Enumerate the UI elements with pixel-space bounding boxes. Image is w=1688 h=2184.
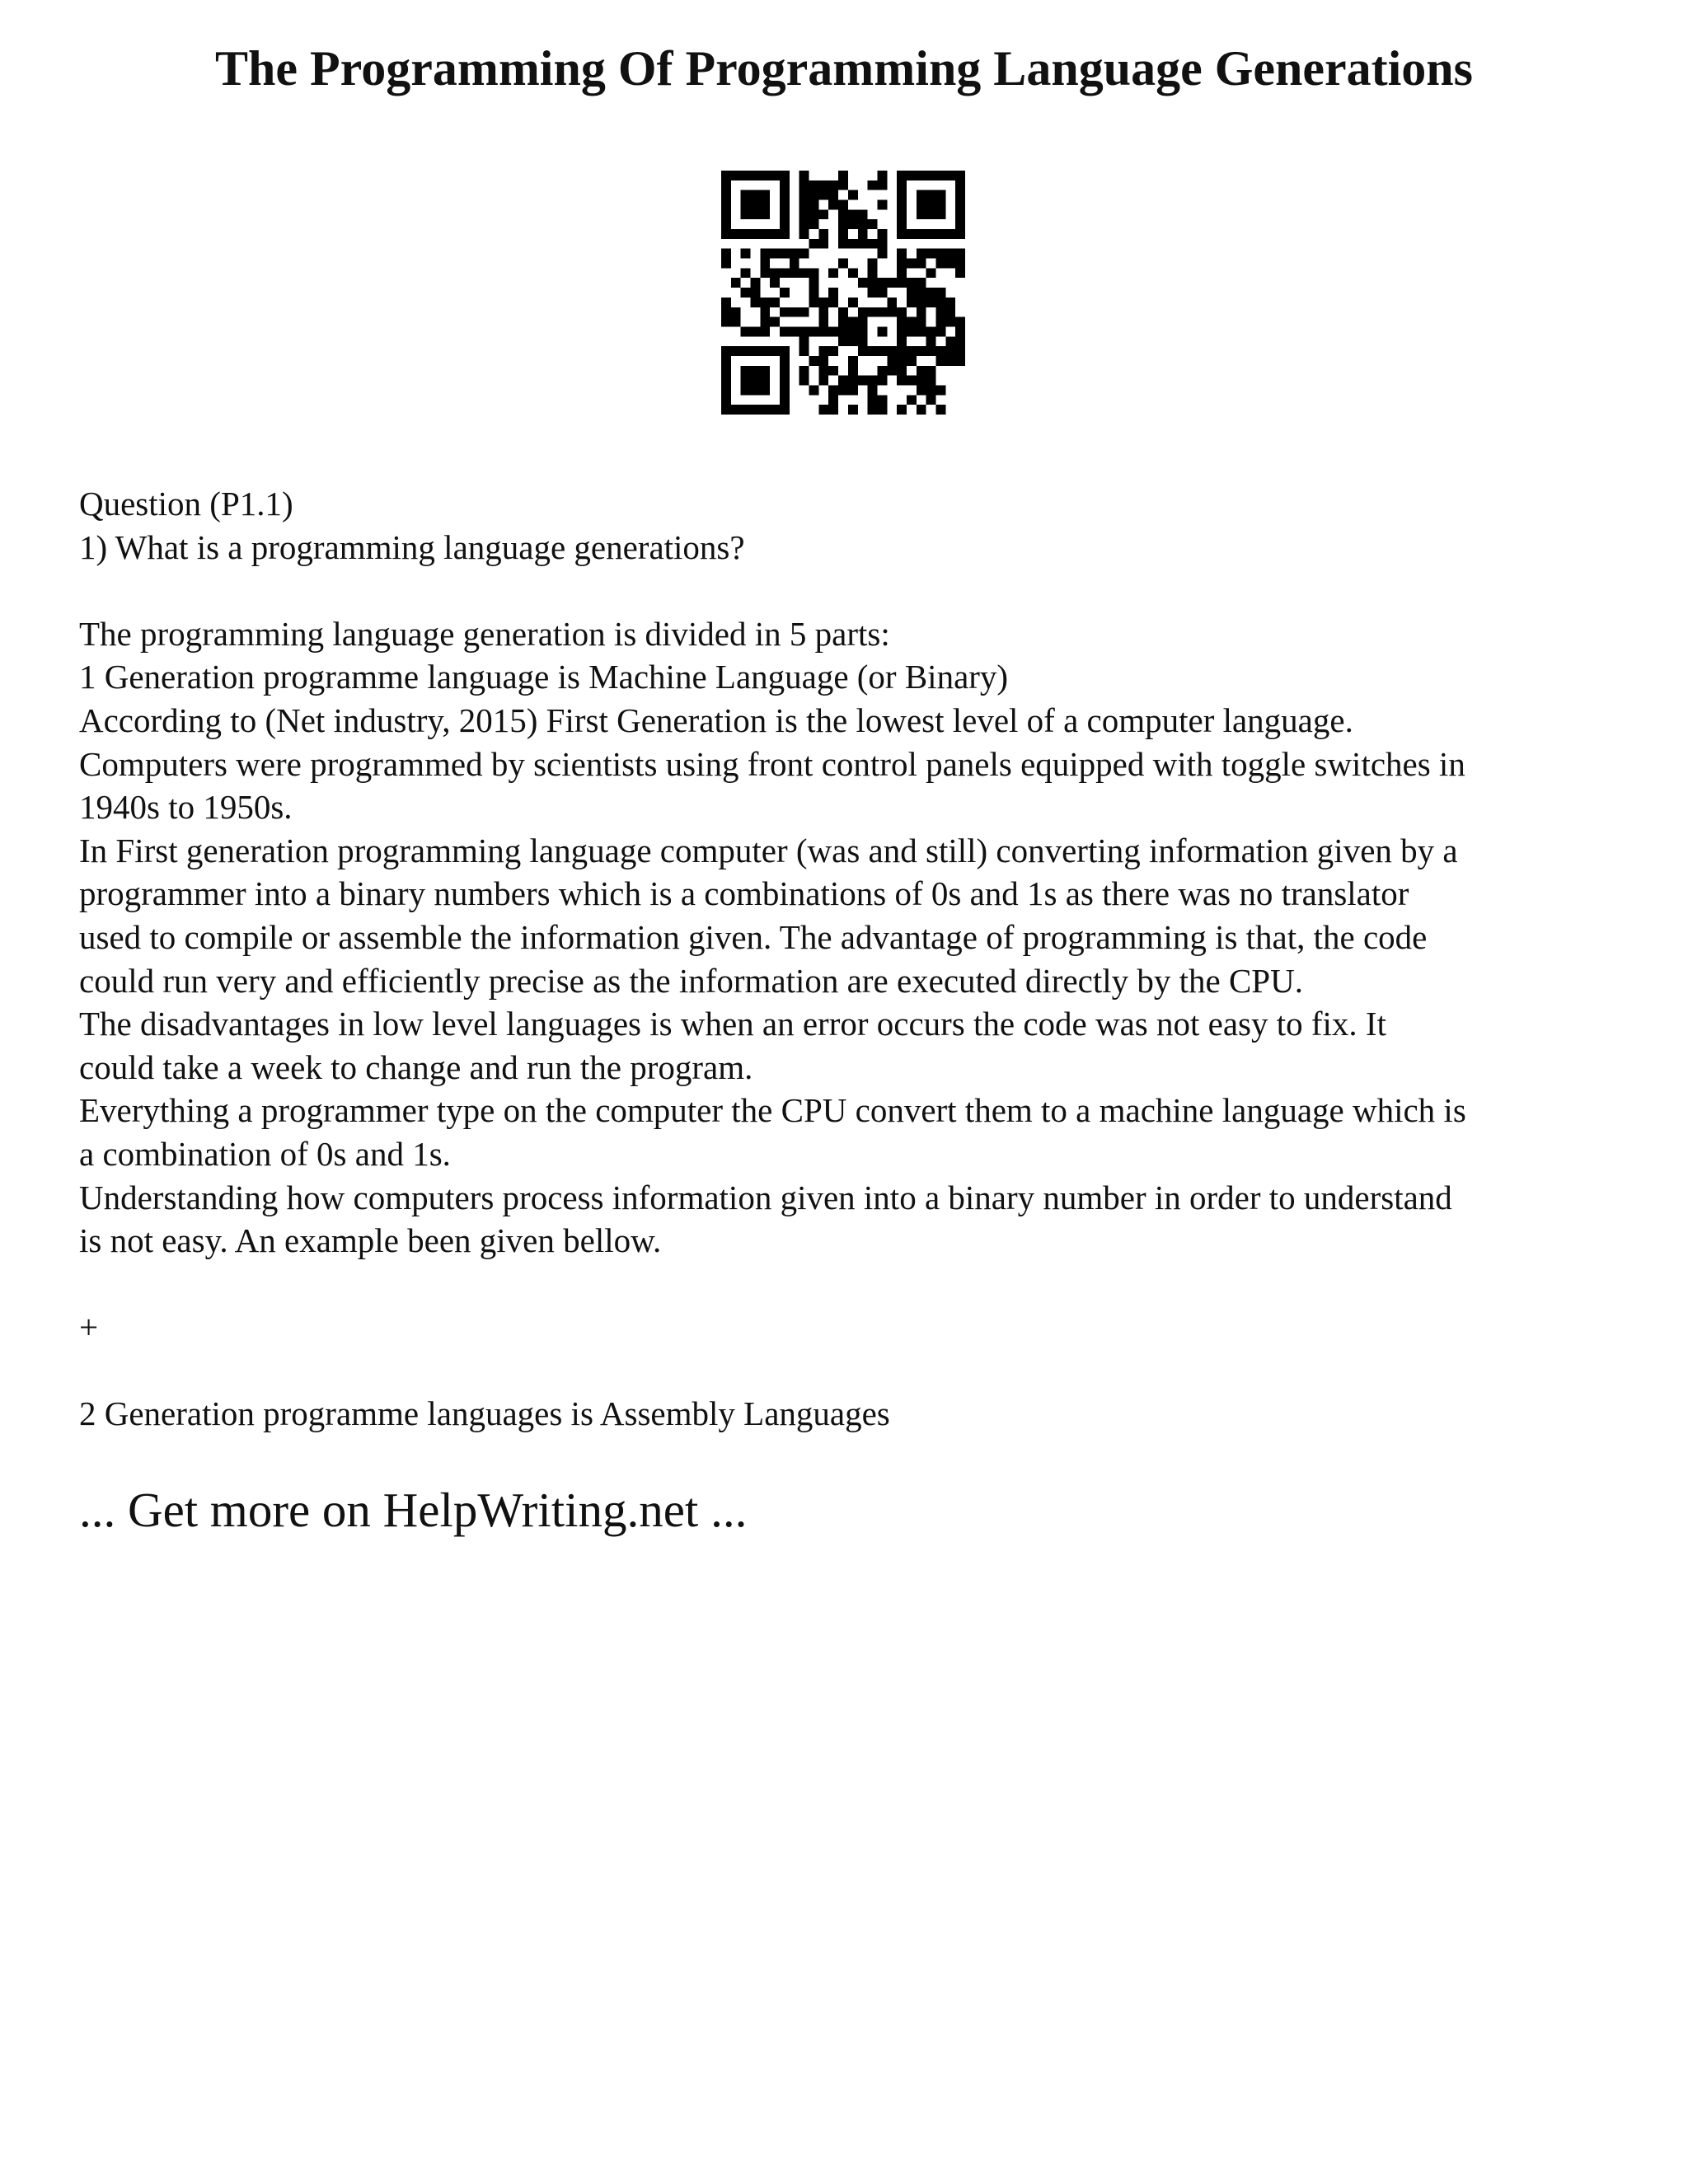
paragraph-line: The programming language generation is divided in 5 parts:: [79, 614, 890, 653]
paragraph-line: 1 Generation programme language is Machine Language (or Binary): [79, 658, 1009, 696]
paragraph-line: programmer into a binary numbers which is a combinations of 0s and 1s as there was no translator: [79, 874, 1409, 913]
get-more-link[interactable]: ... Get more on HelpWriting.net ...: [79, 1483, 748, 1537]
paragraph-line: According to (Net industry, 2015) First Generation is the lowest level of a computer language.: [79, 701, 1353, 739]
blank-line: [79, 1349, 1637, 1393]
paragraph-line: Computers were programmed by scientists using front control panels equipped with toggle switches in: [79, 744, 1465, 783]
paragraph-line: In First generation programming language computer (was and still) converting information given by a: [79, 831, 1458, 869]
blank-line: [79, 1263, 1637, 1306]
paragraph-line: could take a week to change and run the program.: [79, 1047, 753, 1086]
paragraph-line: could run very and efficiently precise as the information are executed directly by the CPU.: [79, 961, 1303, 1000]
question-heading: Question (P1.1): [79, 485, 293, 523]
paragraph-line: 1940s to 1950s.: [79, 788, 293, 827]
blank-line: [79, 569, 1637, 612]
plus-sign: +: [79, 1308, 99, 1347]
paragraph-line: Understanding how computers process information given into a binary number in order to understand: [79, 1178, 1452, 1216]
paragraph-line: a combination of 0s and 1s.: [79, 1134, 451, 1173]
paragraph-line: Everything a programmer type on the computer the CPU convert them to a machine language which is: [79, 1091, 1466, 1130]
question-text: 1) What is a programming language generations?: [79, 527, 745, 566]
paragraph: [79, 612, 1637, 1263]
paragraph-line: used to compile or assemble the information given. The advantage of programming is that, the code: [79, 917, 1428, 956]
document-body: [79, 482, 1637, 1436]
page-title: The Programming Of Programming Language Generations: [214, 41, 1473, 96]
paragraph-line: is not easy. An example been given bellow.: [79, 1221, 662, 1260]
qr-code-icon: [721, 171, 965, 415]
section-2-heading: 2 Generation programme languages is Assembly Languages: [79, 1394, 890, 1433]
paragraph-line: The disadvantages in low level languages is when an error occurs the code was not easy to fix. It: [79, 1005, 1386, 1043]
